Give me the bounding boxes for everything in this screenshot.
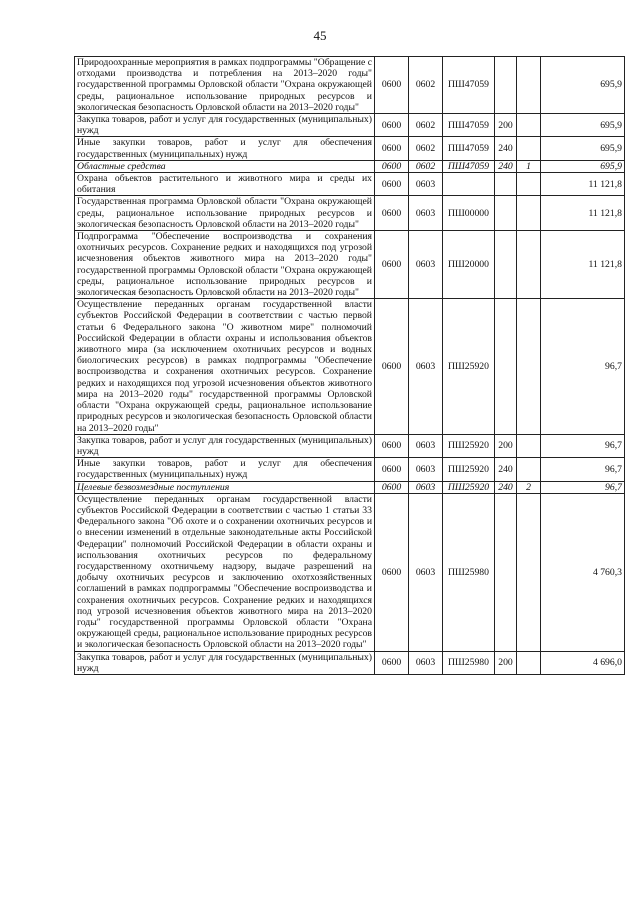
subsection-code: 0602 (409, 114, 443, 137)
amount: 96,7 (541, 481, 625, 493)
expense-type-code: 200 (495, 434, 517, 457)
subsection-code: 0602 (409, 137, 443, 160)
expense-type-code (495, 196, 517, 231)
expense-type-code: 240 (495, 160, 517, 172)
budget-table-body (75, 57, 625, 675)
subsection-code: 0603 (409, 173, 443, 196)
target-article-code: ПШ25980 (443, 493, 495, 651)
table-row (75, 114, 625, 137)
funding-source-code (517, 196, 541, 231)
table-row (75, 57, 625, 114)
subsection-code: 0603 (409, 231, 443, 299)
target-article-code: ПШ47059 (443, 137, 495, 160)
subsection-code: 0602 (409, 57, 443, 114)
row-description: Подпрограмма "Обеспечение воспроизводства и сохранения охотничьих ресурсов. Сохранение редких и находящихся под угрозой исчезновения объектов животного мира на 2013–2020 годы" государственной программы Орловской области "Охрана окружающей среды, рациональное использование природных ресурсов и экологическая безопасность Орловской области на 2013–2020 годы" (75, 231, 375, 299)
table-row (75, 137, 625, 160)
amount: 4 696,0 (541, 651, 625, 674)
amount: 4 760,3 (541, 493, 625, 651)
funding-source-code (517, 173, 541, 196)
table-row (75, 173, 625, 196)
table-row (75, 434, 625, 457)
amount: 96,7 (541, 299, 625, 434)
row-description: Закупка товаров, работ и услуг для государственных (муниципальных) нужд (75, 434, 375, 457)
subsection-code: 0603 (409, 458, 443, 481)
target-article-code: ПШ25920 (443, 481, 495, 493)
section-code: 0600 (375, 231, 409, 299)
row-description: Осуществление переданных органам государственной власти субъектов Российской Федерации в соответствии с частью 1 статьи 33 Федерального закона "Об охоте и о сохранении охотничьих ресурсов и о внесении изменений в отдельные законодательные акты Российской Федерации" полномочий Российской Федерации в области охраны и использования охотничьих ресурсов по федеральному государственному охотничьему надзору, выдаче разрешений на добычу охотничьих ресурсов и заключению охотхозяйственных соглашений в рамках подпрограммы "Обеспечение воспроизводства и сохранения охотничьих ресурсов. Сохранение редких и находящихся под угрозой исчезновения объектов животного мира на 2013–2020 годы" государственной программы Орловской области "Охрана окружающей среды, рациональное использование природных ресурсов и экологическая безопасность Орловской области на 2013–2020 годы" (75, 493, 375, 651)
amount: 11 121,8 (541, 196, 625, 231)
amount: 96,7 (541, 434, 625, 457)
subsection-code: 0603 (409, 299, 443, 434)
expense-type-code: 240 (495, 137, 517, 160)
section-code: 0600 (375, 57, 409, 114)
page-number: 45 (313, 28, 327, 43)
expense-type-code (495, 173, 517, 196)
subsection-code: 0603 (409, 196, 443, 231)
section-code: 0600 (375, 458, 409, 481)
expense-type-code: 200 (495, 651, 517, 674)
section-code: 0600 (375, 493, 409, 651)
funding-source-code (517, 299, 541, 434)
table-row (75, 160, 625, 172)
expense-type-code (495, 493, 517, 651)
target-article-code: ПШ25920 (443, 434, 495, 457)
section-code: 0600 (375, 160, 409, 172)
target-article-code: ПШ47059 (443, 57, 495, 114)
funding-source-code (517, 493, 541, 651)
amount: 695,9 (541, 114, 625, 137)
subsection-code: 0603 (409, 434, 443, 457)
target-article-code: ПШ47059 (443, 160, 495, 172)
expense-type-code (495, 299, 517, 434)
table-row (75, 458, 625, 481)
amount: 11 121,8 (541, 231, 625, 299)
section-code: 0600 (375, 481, 409, 493)
table-row (75, 231, 625, 299)
expense-type-code: 240 (495, 481, 517, 493)
section-code: 0600 (375, 114, 409, 137)
funding-source-code: 1 (517, 160, 541, 172)
amount: 695,9 (541, 160, 625, 172)
amount: 695,9 (541, 137, 625, 160)
row-description: Государственная программа Орловской области "Охрана окружающей среды, рациональное использование природных ресурсов и экологическая безопасность Орловской области на 2013–2020 годы" (75, 196, 375, 231)
funding-source-code (517, 458, 541, 481)
row-description: Осуществление переданных органам государственной власти субъектов Российской Федерации в соответствии с частью первой статьи 6 Федерального закона "О животном мире" полномочий Российской Федерации в области охраны и использования объектов животного мира (за исключением охотничьих ресурсов и водных биологических ресурсов) в рамках подпрограммы "Обеспечение воспроизводства и сохранения охотничьих ресурсов. Сохранение редких и находящихся под угрозой исчезновения объектов животного мира на 2013–2020 годы" государственной программы Орловской области "Охрана окружающей среды, рациональное использование природных ресурсов и экологическая безопасность Орловской области на 2013–2020 годы" (75, 299, 375, 434)
amount: 11 121,8 (541, 173, 625, 196)
row-description: Природоохранные мероприятия в рамках подпрограммы "Обращение с отходами производства и потребления на 2013–2020 годы" государственной программы Орловской области "Охрана окружающей среды, рациональное использование природных ресурсов и экологическая безопасность Орловской области на 2013–2020 годы" (75, 57, 375, 114)
target-article-code: ПШ20000 (443, 231, 495, 299)
expense-type-code (495, 57, 517, 114)
table-row (75, 493, 625, 651)
funding-source-code (517, 651, 541, 674)
expense-type-code: 200 (495, 114, 517, 137)
subsection-code: 0603 (409, 493, 443, 651)
section-code: 0600 (375, 299, 409, 434)
amount: 96,7 (541, 458, 625, 481)
row-description: Закупка товаров, работ и услуг для государственных (муниципальных) нужд (75, 651, 375, 674)
table-row (75, 651, 625, 674)
table-row (75, 299, 625, 434)
row-description: Закупка товаров, работ и услуг для государственных (муниципальных) нужд (75, 114, 375, 137)
table-row (75, 196, 625, 231)
target-article-code (443, 173, 495, 196)
row-description: Областные средства (75, 160, 375, 172)
target-article-code: ПШ47059 (443, 114, 495, 137)
section-code: 0600 (375, 196, 409, 231)
row-description: Иные закупки товаров, работ и услуг для обеспечения государственных (муниципальных) нужд (75, 458, 375, 481)
funding-source-code (517, 137, 541, 160)
subsection-code: 0602 (409, 160, 443, 172)
row-description: Целевые безвозмездные поступления (75, 481, 375, 493)
section-code: 0600 (375, 173, 409, 196)
funding-source-code: 2 (517, 481, 541, 493)
row-description: Охрана объектов растительного и животного мира и среды их обитания (75, 173, 375, 196)
section-code: 0600 (375, 434, 409, 457)
row-description: Иные закупки товаров, работ и услуг для обеспечения государственных (муниципальных) нужд (75, 137, 375, 160)
expense-type-code (495, 231, 517, 299)
funding-source-code (517, 57, 541, 114)
subsection-code: 0603 (409, 481, 443, 493)
funding-source-code (517, 434, 541, 457)
budget-table (74, 56, 625, 675)
amount: 695,9 (541, 57, 625, 114)
section-code: 0600 (375, 651, 409, 674)
target-article-code: ПШ00000 (443, 196, 495, 231)
target-article-code: ПШ25920 (443, 299, 495, 434)
subsection-code: 0603 (409, 651, 443, 674)
funding-source-code (517, 114, 541, 137)
section-code: 0600 (375, 137, 409, 160)
target-article-code: ПШ25980 (443, 651, 495, 674)
target-article-code: ПШ25920 (443, 458, 495, 481)
expense-type-code: 240 (495, 458, 517, 481)
table-row (75, 481, 625, 493)
funding-source-code (517, 231, 541, 299)
